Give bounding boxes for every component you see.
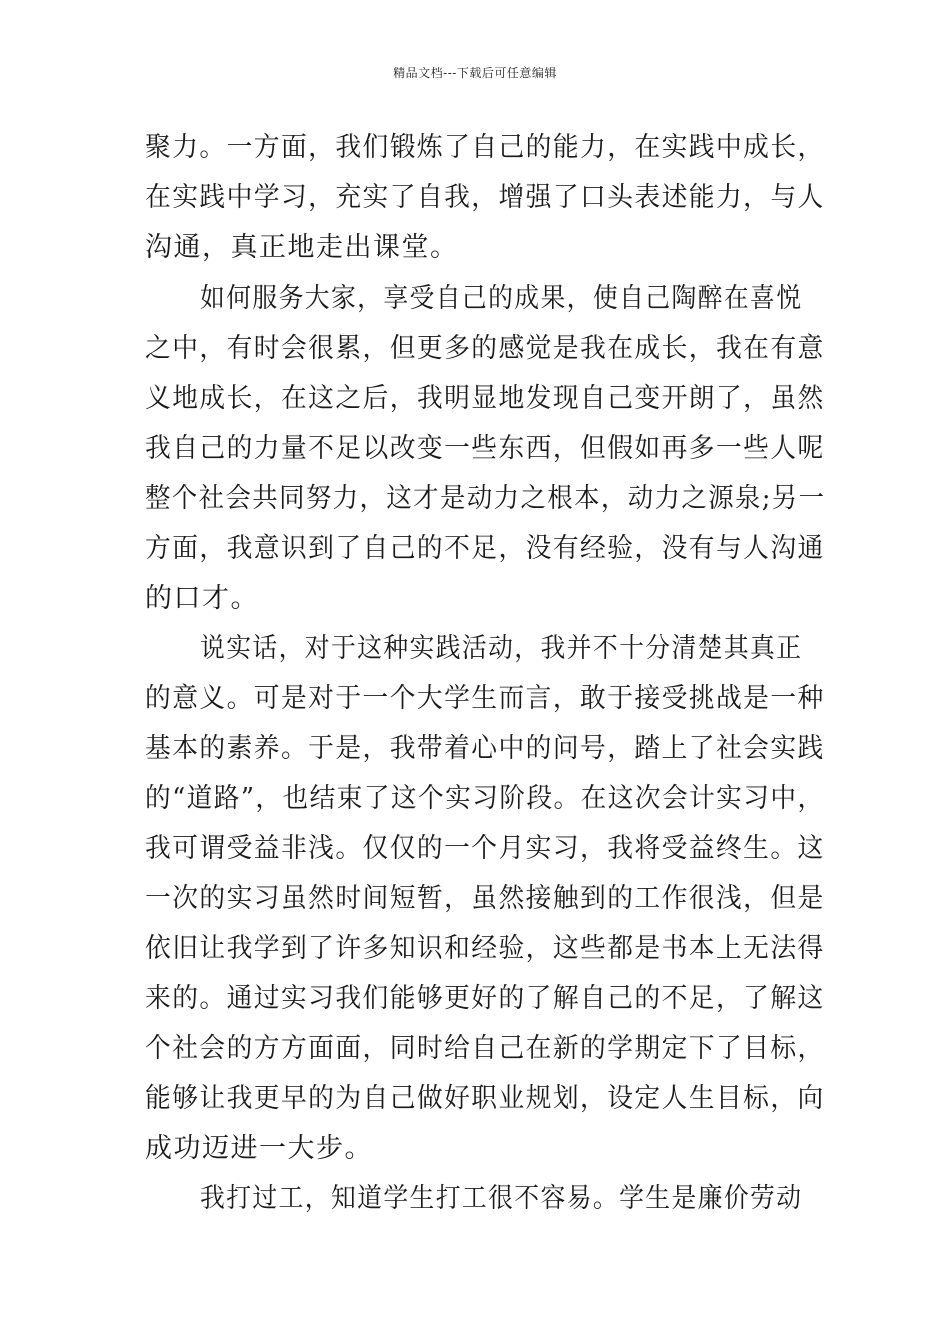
text-line: 义地成长，在这之后，我明显地发现自己变开朗了，虽然 bbox=[145, 383, 825, 414]
text-line: 在实践中学习，充实了自我，增强了口头表述能力，与人 bbox=[145, 182, 825, 213]
text-line: 的意义。可是对于一个大学生而言，敢于接受挑战是一种 bbox=[145, 683, 825, 714]
text-line: 方面，我意识到了自己的不足，没有经验，没有与人沟通 bbox=[145, 533, 825, 564]
text-line: 整个社会共同努力，这才是动力之根本，动力之源泉;另一 bbox=[145, 483, 826, 514]
text-line: 能够让我更早的为自己做好职业规划，设定人生目标，向 bbox=[145, 1083, 825, 1114]
text-line: 个社会的方方面面，同时给自己在新的学期定下了目标， bbox=[145, 1033, 825, 1064]
page-header: 精品文档---下载后可任意编辑 bbox=[393, 66, 557, 80]
text-line: 基本的素养。于是，我带着心中的问号，踏上了社会实践 bbox=[145, 733, 825, 764]
text-line: 一次的实习虽然时间短暂，虽然接触到的工作很浅，但是 bbox=[145, 883, 825, 914]
paragraph-first-line: 我打过工，知道学生打工很不容易。学生是廉价劳动 bbox=[200, 1183, 803, 1214]
text-line: 依旧让我学到了许多知识和经验，这些都是书本上无法得 bbox=[145, 933, 825, 964]
text-line: 我可谓受益非浅。仅仅的一个月实习，我将受益终生。这 bbox=[145, 833, 825, 864]
text-line: 来的。通过实习我们能够更好的了解自己的不足，了解这 bbox=[145, 983, 825, 1014]
text-line: 聚力。一方面，我们锻炼了自己的能力，在实践中成长， bbox=[145, 132, 825, 163]
text-line: 的口才。 bbox=[145, 583, 259, 614]
text-line: 成功迈进一大步。 bbox=[145, 1133, 373, 1164]
text-line: 的“道路”，也结束了这个实习阶段。在这次会计实习中， bbox=[145, 783, 825, 814]
paragraph-first-line: 如何服务大家，享受自己的成果，使自己陶醉在喜悦 bbox=[200, 283, 803, 314]
text-line: 沟通，真正地走出课堂。 bbox=[145, 232, 459, 263]
text-line: 之中，有时会很累，但更多的感觉是我在成长，我在有意 bbox=[145, 333, 825, 364]
paragraph-first-line: 说实话，对于这种实践活动，我并不十分清楚其真正 bbox=[200, 633, 803, 664]
text-line: 我自己的力量不足以改变一些东西，但假如再多一些人呢 bbox=[145, 433, 825, 464]
